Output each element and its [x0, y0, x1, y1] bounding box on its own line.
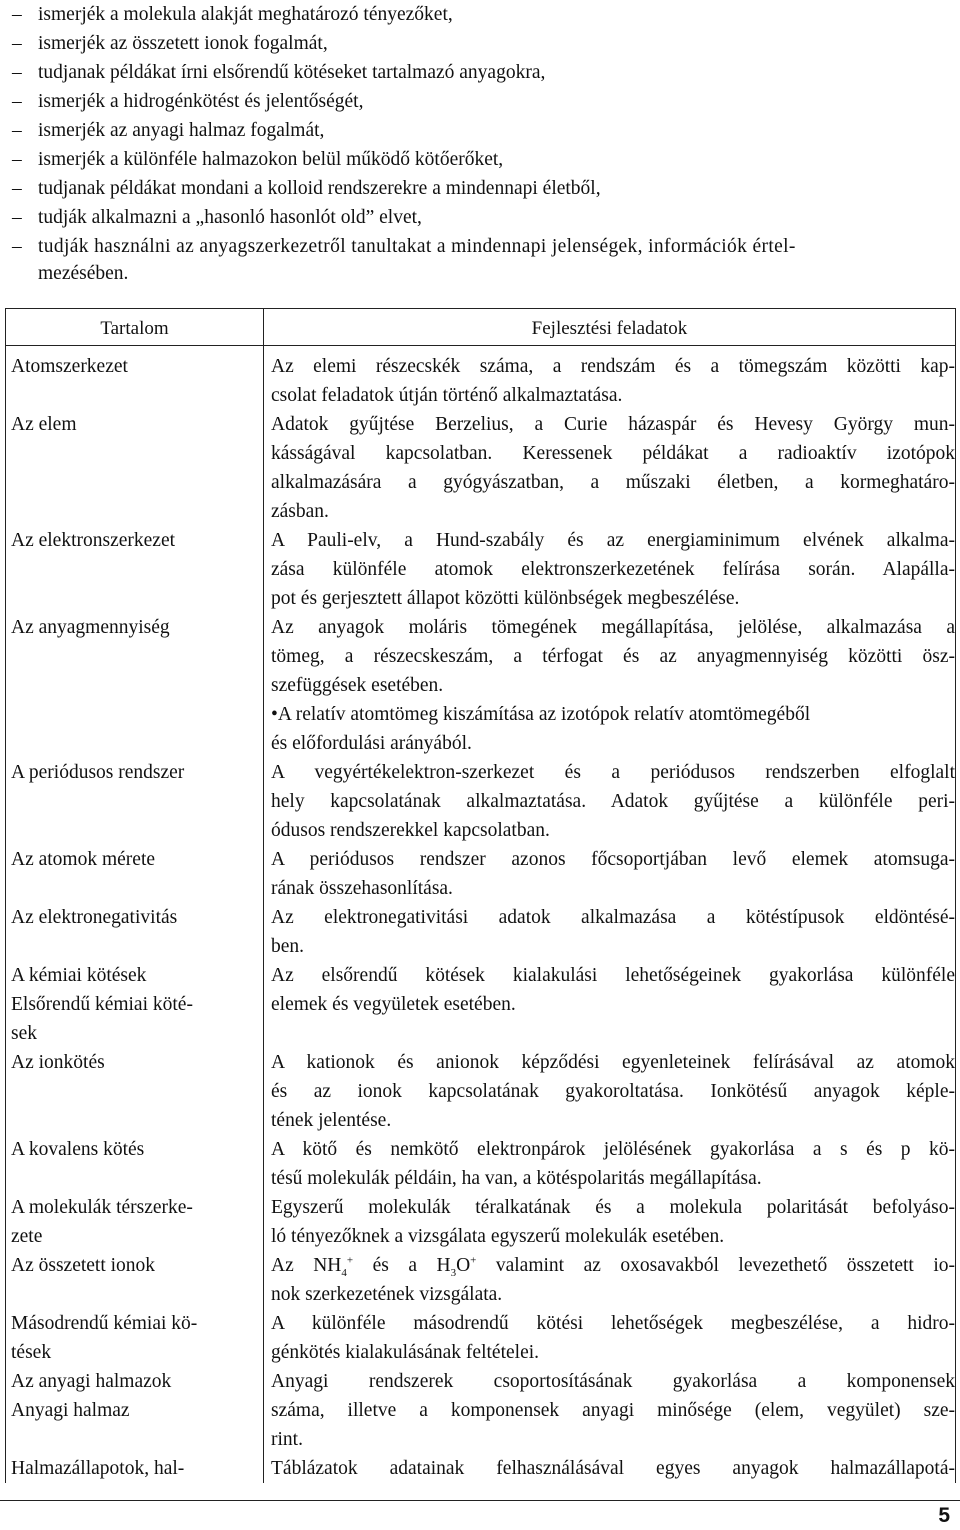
table-row [6, 1251, 956, 1309]
content-cell: Az ionkötés [6, 1048, 264, 1135]
header-fejlesztesi-feladatok: Fejlesztési feladatok [264, 309, 956, 346]
content-cell: A periódusos rendszer [6, 758, 264, 845]
dash-marker: – [12, 91, 22, 112]
content-cell: Az anyagmennyiség [6, 613, 264, 758]
task-cell: A kötő és nemkötő elektronpárok jelölésének gyakorlása a s és p kö- tésű molekulák példáin, ha van, a kötéspolaritás megállapítása. [264, 1135, 956, 1193]
bullet-item: – tudjanak példákat mondani a kolloid rendszerekre a mindennapi életből, [12, 174, 601, 203]
content-cell: A molekulák térszerke- zete [6, 1193, 264, 1251]
dash-marker: – [12, 178, 22, 199]
bullet-item: – tudják használni az anyagszerkezetről tanultakat a mindennapi jelenségek, információk értel- [12, 232, 952, 261]
table-header-row [6, 309, 956, 346]
table-row [6, 1135, 956, 1193]
table-row [6, 410, 956, 526]
content-cell: Az összetett ionok [6, 1251, 264, 1309]
task-cell: Az $NH_4^+$ és a $H_3O^+$ valamint az oxosavakból levezethető összetett io- nok szerkezetének vizsgálata. [264, 1251, 956, 1309]
task-cell: Az elsőrendű kötések kialakulási lehetőségeinek gyakorlása különféle elemek és vegyületek esetében. [264, 961, 956, 1048]
bullet-item: – tudjanak példákat írni elsőrendű kötéseket tartalmazó anyagokra, [12, 58, 545, 87]
dash-marker: – [12, 149, 22, 170]
table-row [6, 346, 956, 411]
table-row [6, 613, 956, 758]
dash-marker: – [12, 120, 22, 141]
content-cell: A kémiai kötések Elsőrendű kémiai köté- sek [6, 961, 264, 1048]
content-cell: Atomszerkezet [6, 346, 264, 411]
bullet-item: – tudják alkalmazni a „hasonló hasonlót old” elvet, [12, 203, 422, 232]
dash-marker: – [12, 207, 22, 228]
table-row [6, 961, 956, 1048]
table-row [6, 1309, 956, 1367]
table-row [6, 758, 956, 845]
content-cell: Halmazállapotok, hal- [6, 1454, 264, 1483]
dash-marker: – [12, 33, 22, 54]
table-row [6, 1367, 956, 1454]
table-row [6, 903, 956, 961]
bullet-note: •A relatív atomtömeg kiszámítása az izotópok relatív atomtömegéből [271, 704, 811, 725]
content-cell: Az elektronegativitás [6, 903, 264, 961]
task-cell: Az elemi részecskék száma, a rendszám és a tömegszám közötti kap- csolat feladatok útján történő alkalmaztatása. [264, 346, 956, 411]
bullet-item: – ismerjék az anyagi halmaz fogalmát, [12, 116, 324, 145]
task-cell: Anyagi rendszerek csoportosításának gyakorlása a komponensek száma, illetve a komponensek anyagi minősége (elem, vegyület) sze- rint. [264, 1367, 956, 1454]
bullet-item: – ismerjék a hidrogénkötést és jelentőségét, [12, 87, 363, 116]
task-cell: A kationok és anionok képződési egyenleteinek felírásával az atomok és az ionok kapcsolatának gyakoroltatása. Ionkötésű anyagok képle- tének jelentése. [264, 1048, 956, 1135]
content-cell: Az anyagi halmazok Anyagi halmaz [6, 1367, 264, 1454]
bullet-item: – ismerjék a molekula alakját meghatározó tényezőket, [12, 0, 453, 29]
content-cell: Az elem [6, 410, 264, 526]
page-number: 5 [938, 1504, 950, 1527]
task-cell: A Pauli-elv, a Hund-szabály és az energiaminimum elvének alkalma- zása különféle atomok elektronszerkezetének felírása során. Alapálla- pot és gerjesztett állapot közötti különbségek megbeszélése. [264, 526, 956, 613]
task-cell: Adatok gyűjtése Berzelius, a Curie házaspár és Hevesy György mun- kásságával kapcsolatban. Keressenek példákat a radioaktív izotópok alkalmazására a gyógyászatban, a műszaki életben, a kormeghatáro- zásban. [264, 410, 956, 526]
table-row [6, 1454, 956, 1483]
task-cell: Az anyagok moláris tömegének megállapítása, jelölése, alkalmazása a tömeg, a részecskeszám, a térfogat és az anyagmennyiség közötti ösz- szefüggések esetében. •A relatív atomtömeg kiszámítása az izotópok relatív atomtömegéből és előfordulási arányából. [264, 613, 956, 758]
footer-divider [0, 1500, 960, 1501]
task-cell: A vegyértékelektron-szerkezet és a periódusos rendszerben elfoglalt hely kapcsolatának alkalmaztatása. Adatok gyűjtése a különféle peri- ódusos rendszerekkel kapcsolatban. [264, 758, 956, 845]
content-cell: Az elektronszerkezet [6, 526, 264, 613]
task-cell: Táblázatok adatainak felhasználásával egyes anyagok halmazállapotá- [264, 1454, 956, 1483]
task-cell: A különféle másodrendű kötési lehetőségek megbeszélése, a hidro- génkötés kialakulásának feltételei. [264, 1309, 956, 1367]
bullet-item: – ismerjék a különféle halmazokon belül működő kötőerőket, [12, 145, 503, 174]
table-row [6, 1048, 956, 1135]
curriculum-table [5, 308, 956, 1483]
dash-marker: – [12, 62, 22, 83]
formula-line: Az $NH_4^+$ és a $H_3O^+$ valamint az oxosavakból levezethető összetett io- [271, 1254, 955, 1279]
bullet-continuation: mezésében. [38, 263, 129, 284]
header-tartalom: Tartalom [6, 309, 264, 346]
content-cell: A kovalens kötés [6, 1135, 264, 1193]
dash-marker: – [12, 4, 22, 25]
dash-marker: – [12, 236, 23, 257]
bullet-item: – ismerjék az összetett ionok fogalmát, [12, 29, 328, 58]
table-row [6, 526, 956, 613]
task-cell: Az elektronegativitási adatok alkalmazása a kötéstípusok eldöntésé- ben. [264, 903, 956, 961]
table-row [6, 1193, 956, 1251]
table-row [6, 845, 956, 903]
task-cell: Egyszerű molekulák téralkatának és a molekula polaritását befolyáso- ló tényezőknek a vizsgálata egyszerű molekulák esetében. [264, 1193, 956, 1251]
content-cell: Másodrendű kémiai kö- tések [6, 1309, 264, 1367]
content-cell: Az atomok mérete [6, 845, 264, 903]
task-cell: A periódusos rendszer azonos főcsoportjában levő elemek atomsuga- rának összehasonlítása. [264, 845, 956, 903]
